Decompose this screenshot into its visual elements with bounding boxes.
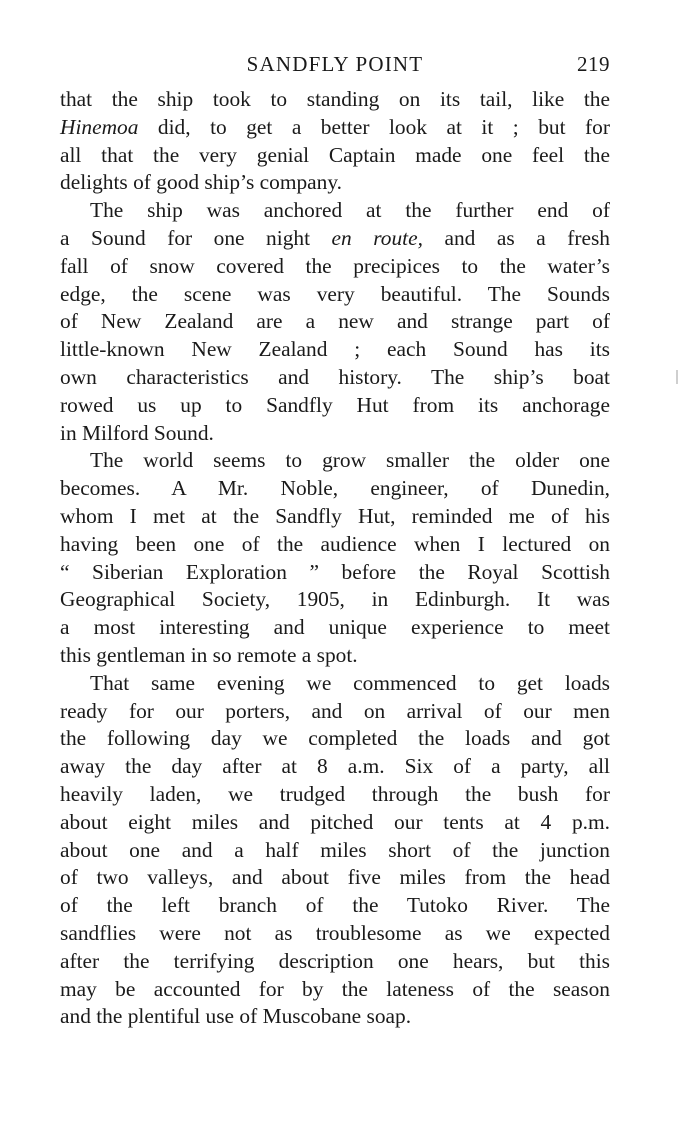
text-line — [60, 281, 610, 309]
text-line — [60, 559, 610, 587]
text-line — [60, 976, 610, 1004]
text-segment: The world seems to grow smaller the older one — [90, 448, 610, 473]
running-title: SANDFLY POINT — [246, 52, 424, 76]
paragraph — [60, 670, 610, 1031]
text-segment: and the plentiful use of Muscobane soap. — [60, 1004, 412, 1029]
text-segment: that the ship took to standing on its tail, like the — [60, 87, 610, 111]
text-segment: did, to get a better look at it ; but for — [138, 114, 610, 139]
paragraph — [60, 86, 610, 197]
text-segment: after the terrifying description one hears, but this — [60, 948, 610, 973]
text-segment: in Milford Sound. — [60, 420, 214, 445]
text-segment: and as a fresh — [422, 225, 610, 250]
text-segment: own characteristics and history. The ship’s boat — [60, 364, 610, 389]
text-line — [60, 670, 610, 698]
text-line — [60, 447, 610, 475]
page-number: 219 — [577, 52, 610, 76]
text-segment: That same evening we commenced to get loads — [90, 670, 610, 695]
text-line — [60, 948, 610, 976]
text-segment: “ Siberian Exploration ” before the Royal Scottish — [60, 559, 610, 584]
text-line — [60, 586, 610, 614]
text-segment: The ship was anchored at the further end of — [90, 198, 610, 223]
text-line — [60, 698, 610, 726]
text-line — [60, 642, 610, 670]
text-segment: becomes. A Mr. Noble, engineer, of Dunedin, — [60, 476, 610, 501]
text-segment: heavily laden, we trudged through the bush for — [60, 781, 610, 806]
running-header — [60, 52, 610, 86]
text-segment: about one and a half miles short of the junction — [60, 837, 610, 862]
text-line — [60, 475, 610, 503]
text-segment: this gentleman in so remote a spot. — [60, 642, 358, 667]
text-segment: having been one of the audience when I lectured on — [60, 531, 610, 556]
text-line — [60, 920, 610, 948]
text-line — [60, 531, 610, 559]
text-segment: away the day after at 8 a.m. Six of a party, all — [60, 754, 610, 779]
text-segment: the following day we completed the loads and got — [60, 726, 610, 751]
text-segment: Geographical Society, 1905, in Edinburgh. It was — [60, 587, 610, 612]
text-segment: whom I met at the Sandfly Hut, reminded me of his — [60, 503, 610, 528]
text-line — [60, 364, 610, 392]
text-segment: little-known New Zealand ; each Sound has its — [60, 337, 610, 362]
margin-mark — [676, 370, 678, 384]
text-line — [60, 169, 610, 197]
text-line — [60, 86, 610, 114]
text-line — [60, 197, 610, 225]
text-segment: of two valleys, and about five miles from the head — [60, 865, 610, 890]
text-line — [60, 336, 610, 364]
paragraph — [60, 197, 610, 447]
text-segment: about eight miles and pitched our tents at 4 p.m. — [60, 809, 610, 834]
text-line — [60, 503, 610, 531]
text-line — [60, 781, 610, 809]
text-line — [60, 225, 610, 253]
text-segment: all that the very genial Captain made one feel the — [60, 142, 610, 167]
text-segment: a most interesting and unique experience to meet — [60, 615, 610, 640]
text-line — [60, 1003, 610, 1031]
text-segment: may be accounted for by the lateness of the season — [60, 976, 610, 1001]
text-line — [60, 892, 610, 920]
text-segment: fall of snow covered the precipices to the water’s — [60, 253, 610, 278]
text-line — [60, 308, 610, 336]
text-segment: of New Zealand are a new and strange part of — [60, 309, 610, 334]
text-line — [60, 253, 610, 281]
italic-text: Hinemoa — [60, 114, 139, 139]
text-line — [60, 114, 610, 142]
paragraph — [60, 447, 610, 669]
text-segment: of the left branch of the Tutoko River. The — [60, 893, 610, 918]
text-line — [60, 809, 610, 837]
text-segment: a Sound for one night — [60, 225, 332, 250]
text-segment: edge, the scene was very beautiful. The Sounds — [60, 281, 610, 306]
body-text — [60, 86, 610, 1031]
text-line — [60, 392, 610, 420]
text-line — [60, 753, 610, 781]
book-page — [60, 52, 610, 1031]
text-line — [60, 614, 610, 642]
text-line — [60, 142, 610, 170]
text-line — [60, 420, 610, 448]
text-line — [60, 837, 610, 865]
italic-text: en route, — [331, 225, 423, 250]
text-segment: ready for our porters, and on arrival of our men — [60, 698, 610, 723]
text-line — [60, 864, 610, 892]
text-segment: rowed us up to Sandfly Hut from its anchorage — [60, 392, 610, 417]
text-segment: delights of good ship’s company. — [60, 170, 343, 195]
text-line — [60, 725, 610, 753]
text-segment: sandflies were not as troublesome as we expected — [60, 920, 610, 945]
